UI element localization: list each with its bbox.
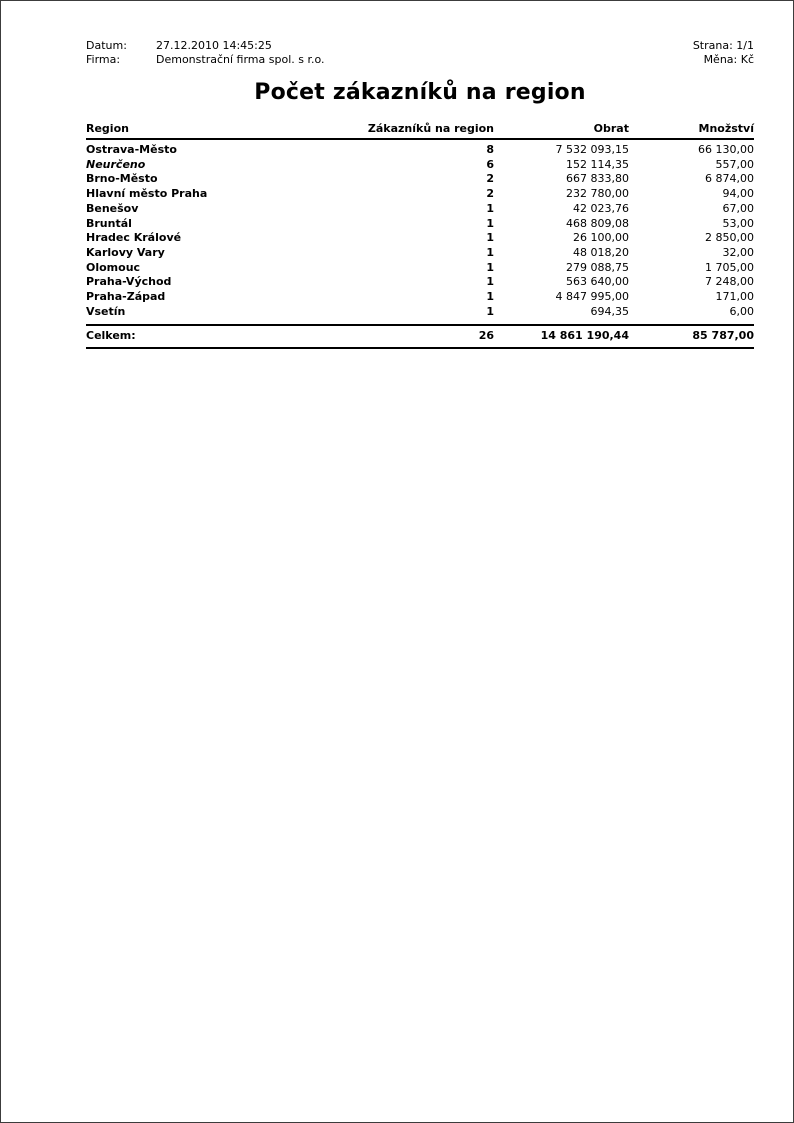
date-label: Datum: — [86, 39, 127, 52]
table-row — [86, 187, 754, 202]
mnozstvi-cell: 557,00 — [715, 157, 754, 171]
region-cell: Vsetín — [86, 304, 126, 318]
mnozstvi-cell: 67,00 — [722, 201, 754, 215]
count-cell: 1 — [486, 216, 494, 230]
table-row — [86, 217, 754, 232]
page-number: Strana: 1/1 — [692, 39, 754, 52]
region-cell: Hradec Králové — [86, 231, 182, 245]
table-row — [86, 305, 754, 326]
region-cell: Praha-Západ — [86, 290, 166, 304]
count-cell: 2 — [486, 172, 494, 186]
table-row — [86, 261, 754, 276]
table-header-row — [86, 122, 754, 139]
region-cell: Neurčeno — [86, 157, 146, 171]
obrat-cell: 279 088,75 — [566, 260, 629, 274]
table-row — [86, 202, 754, 217]
report-header — [86, 39, 754, 67]
obrat-cell: 26 100,00 — [573, 231, 629, 245]
obrat-cell: 563 640,00 — [566, 275, 629, 289]
table-row — [86, 158, 754, 173]
obrat-cell: 667 833,80 — [566, 172, 629, 186]
column-header-region: Region — [86, 122, 294, 139]
region-cell: Hlavní město Praha — [86, 187, 208, 201]
total-obrat-cell: 14 861 190,44 — [494, 325, 629, 348]
report-header-right — [693, 39, 754, 67]
obrat-cell: 48 018,20 — [573, 245, 629, 259]
count-cell: 1 — [486, 201, 494, 215]
date-row — [86, 39, 325, 53]
column-header-obrat: Obrat — [494, 122, 629, 139]
mnozstvi-cell: 6 874,00 — [705, 172, 754, 186]
count-cell: 1 — [486, 231, 494, 245]
mnozstvi-cell: 66 130,00 — [698, 143, 754, 156]
count-cell: 1 — [486, 260, 494, 274]
obrat-cell: 42 023,76 — [573, 201, 629, 215]
region-cell: Bruntál — [86, 216, 132, 230]
report-title: Počet zákazníků na region — [254, 80, 586, 105]
total-row — [86, 325, 754, 348]
region-cell: Benešov — [86, 201, 139, 215]
total-count-cell: 26 — [294, 325, 494, 348]
company-value: Demonstrační firma spol. s r.o. — [156, 53, 325, 66]
table-row — [86, 172, 754, 187]
column-header-count: Zákazníků na region — [294, 122, 494, 139]
obrat-cell: 152 114,35 — [566, 157, 629, 171]
count-cell: 1 — [486, 304, 494, 318]
report-header-left — [86, 39, 325, 67]
mnozstvi-cell: 53,00 — [722, 216, 754, 230]
report-content — [86, 39, 754, 349]
table-row — [86, 275, 754, 290]
date-value: 27.12.2010 14:45:25 — [156, 39, 272, 52]
region-cell: Brno-Město — [86, 172, 158, 186]
region-cell: Praha-Východ — [86, 275, 172, 289]
company-label: Firma: — [86, 53, 121, 66]
mnozstvi-cell: 7 248,00 — [705, 275, 754, 289]
mnozstvi-cell: 2 850,00 — [705, 231, 754, 245]
region-cell: Karlovy Vary — [86, 245, 165, 259]
obrat-cell: 7 532 093,15 — [555, 143, 629, 156]
total-label: Celkem: — [86, 325, 294, 348]
obrat-cell: 232 780,00 — [566, 187, 629, 201]
count-cell: 1 — [486, 275, 494, 289]
table-row — [86, 246, 754, 261]
table-row — [86, 231, 754, 246]
region-cell: Olomouc — [86, 260, 141, 274]
mnozstvi-cell: 1 705,00 — [705, 260, 754, 274]
count-cell: 2 — [486, 187, 494, 201]
count-cell: 1 — [486, 290, 494, 304]
obrat-cell: 694,35 — [590, 304, 629, 318]
obrat-cell: 4 847 995,00 — [555, 290, 629, 304]
company-row — [86, 53, 325, 67]
table-row — [86, 139, 754, 158]
total-mnozstvi-cell: 85 787,00 — [629, 325, 754, 348]
column-header-mnozstvi: Množství — [629, 122, 754, 139]
count-cell: 6 — [486, 157, 494, 171]
table-row — [86, 290, 754, 305]
count-cell: 1 — [486, 245, 494, 259]
region-cell: Ostrava-Město — [86, 143, 177, 156]
count-cell: 8 — [486, 143, 494, 156]
obrat-cell: 468 809,08 — [566, 216, 629, 230]
mnozstvi-cell: 94,00 — [722, 187, 754, 201]
region-table — [86, 122, 754, 349]
mnozstvi-cell: 32,00 — [722, 245, 754, 259]
mnozstvi-cell: 171,00 — [715, 290, 754, 304]
mnozstvi-cell: 6,00 — [729, 304, 754, 318]
currency: Měna: Kč — [703, 53, 754, 66]
